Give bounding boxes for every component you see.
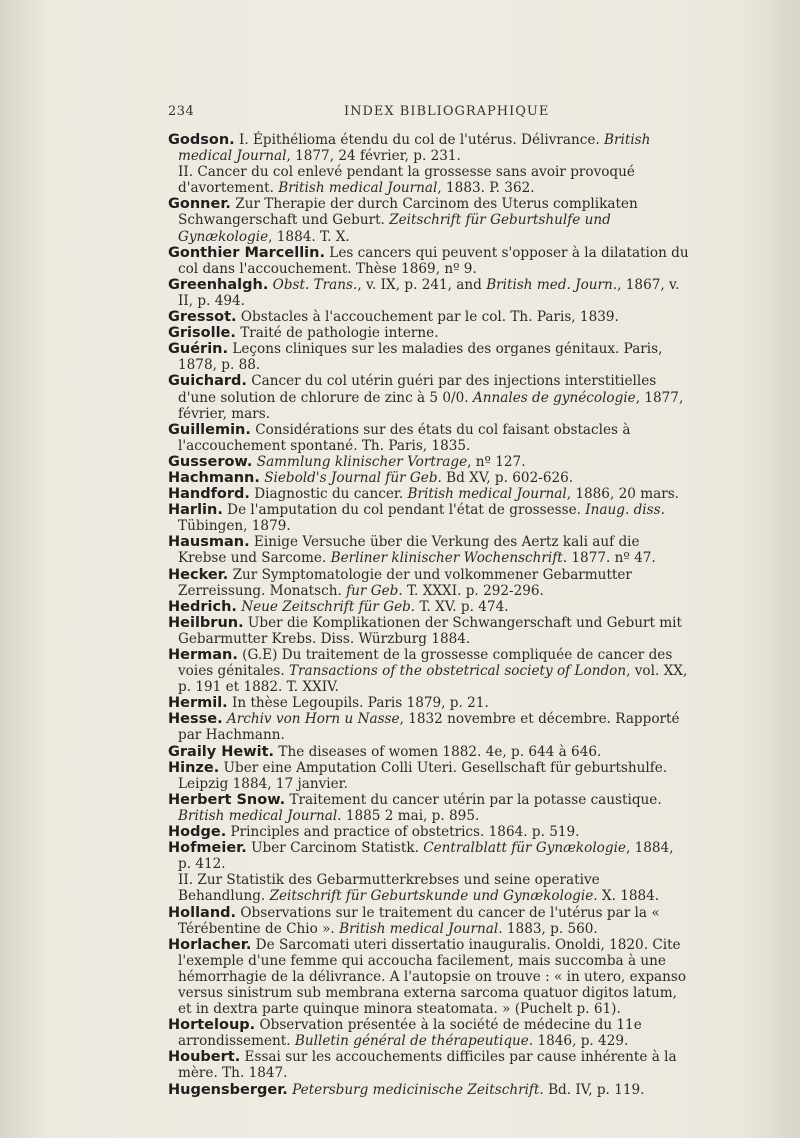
author-name: Hinze. [168,759,220,776]
publication-title: Neue Zeitschrift für Geb. [241,598,416,615]
publication-title: British med. Journ. [486,276,618,293]
entry-text: . X. 1884. [593,888,660,905]
publication-title: British medical Journal [178,132,651,165]
author-name: Gressot. [168,309,237,326]
bibliography-entry [168,615,690,647]
bibliography-entry [168,647,690,695]
entry-text: The diseases of women 1882. 4e, p. 644 à 646. [274,743,602,760]
publication-title: British medical Journal [178,807,338,824]
entry-text: De Sarcomati uteri dissertatio inauguralis. Onoldi, 1820. Cite l'exemple d'une femme qui accoucha facilement, mais succomba à une hémorrhagie de la délivrance. A l'autopsie on trouve : « in utero, expanso versus sinistrum sub membrana externa sarcoma quatuor digitos latum, et in dextra parte quinque minora steatomata. » (Puchelt p. 61). [178,936,687,1018]
publication-title: Zeitschrift für Geburtshulfe und Gynækologie [178,212,611,245]
author-name: Guillemin. [168,421,251,438]
author-name: Gusserow. [168,453,253,470]
author-name: Hausman. [168,534,250,551]
entry-text: Zur Therapie der durch Carcinom des Uterus complikaten Schwangerschaft und Geburt. [178,196,638,229]
bibliography-entry [168,132,690,164]
author-name: Hachmann. [168,469,260,486]
entry-text: Principles and practice of obstetrics. 1864. p. 519. [226,824,580,841]
entry-text: Uber die Komplikationen der Schwangerschaft und Geburt mit Gebarmutter Krebs. Diss. Würzburg 1884. [178,614,682,647]
bibliography-entry [168,277,690,309]
author-name: Hermil. [168,695,228,712]
entry-text: Uber eine Amputation Colli Uteri. Gesellschaft für geburtshulfe. Leipzig 1884, 17 janvier. [178,759,668,792]
author-name: Greenhalgh. [168,276,269,293]
bibliography-entry [168,486,690,502]
bibliography-entry [168,309,690,325]
entry-text: Observation présentée à la société de médecine du 11e arrondissement. [178,1017,642,1050]
bibliography-entry [168,792,690,824]
entry-text: . Bd. IV, p. 119. [539,1081,645,1098]
author-name: Guichard. [168,373,247,390]
author-name: Horlacher. [168,936,252,953]
entry-text: , 1877, février, mars. [178,389,684,422]
bibliography-entry [168,695,690,711]
entry-text: Considérations sur des états du col faisant obstacles à l'accouchement spontané. Th. Paris, 1835. [178,421,631,454]
entry-text: , 1883. P. 362. [437,180,535,197]
publication-title: Petersburg medicinische Zeitschrift [292,1081,540,1098]
author-name: Hofmeier. [168,840,247,857]
entry-text: Traitement du cancer utérin par la potasse caustique. [285,791,662,808]
bibliography-entry [168,872,690,904]
entry-text: , 1832 novembre et décembre. Rapporté par Hachmann. [178,711,680,744]
author-name: Holland. [168,904,237,921]
author-name: Houbert. [168,1049,241,1066]
bibliography-list [168,132,690,1098]
entry-text: Uber Carcinom Statistk. [246,840,424,857]
author-name: Harlin. [168,502,223,519]
bibliography-entry [168,599,690,615]
bibliography-entry [168,341,690,373]
author-name: Hedrich. [168,598,237,615]
entry-text: In thèse Legoupils. Paris 1879, p. 21. [227,695,489,712]
bibliography-entry [168,373,690,421]
entry-text: Les cancers qui peuvent s'opposer à la dilatation du col dans l'accouchement. Thèse 1869, nº 9. [178,244,689,277]
publication-title: British medical Journal [339,920,499,937]
entry-text: , vol. XX, p. 191 et 1882. T. XXIV. [178,663,688,696]
bibliography-entry [168,905,690,937]
publication-title: Siebold's Journal für Geb. [264,469,442,486]
bibliography-entry [168,937,690,1017]
entry-text: Observations sur le traitement du cancer de l'utérus par la « Térébentine de Chio ». [178,904,660,937]
entry-text: T. XV. p. 474. [415,598,509,615]
bibliography-entry [168,1082,690,1098]
bibliography-entry [168,422,690,454]
entry-text: Obstacles à l'accouchement par le col. Th. Paris, 1839. [236,309,619,326]
bibliography-entry [168,567,690,599]
entry-text: Diagnostic du cancer. [249,486,408,503]
publication-title: Centralblatt für Gynækologie [423,840,626,857]
bibliography-entry [168,760,690,792]
entry-text: Essai sur les accouchements difficiles par cause inhérente à la mère. Th. 1847. [178,1049,677,1082]
publication-title: British medical Journal [407,486,567,503]
bibliography-entry [168,1017,690,1049]
entry-text: Traité de pathologie interne. [235,325,439,342]
running-title: INDEX BIBLIOGRAPHIQUE [344,104,550,119]
bibliography-entry [168,711,690,743]
author-name: Hodge. [168,824,227,841]
author-name: Handford. [168,486,250,503]
entry-text: T. XXXI. p. 292-296. [402,582,544,599]
bibliography-entry [168,454,690,470]
author-name: Hesse. [168,711,223,728]
publication-title: Bulletin général de thérapeutique [294,1033,529,1050]
entry-text: . 1846, p. 429. [528,1033,629,1050]
entry-text: II. Cancer du col enlevé pendant la grossesse sans avoir provoqué d'avortement. [178,164,635,197]
bibliography-entry [168,744,690,760]
bibliography-entry [168,1049,690,1081]
publication-title: Zeitschrift für Geburtskunde und Gynækologie [269,888,594,905]
entry-text: Tübingen, 1879. [178,518,291,535]
entry-text: , 1877, 24 février, p. 231. [286,148,461,165]
entry-text: Cancer du col utérin guéri par des injections interstitielles d'une solution de chlorure de zinc à 5 0/0. [178,373,657,406]
entry-text: De l'amputation du col pendant l'état de grossesse. [222,502,586,519]
entry-text: , nº 127. [467,453,526,470]
bibliography-entry [168,196,690,244]
publication-title: Sammlung klinischer Vortrage [256,453,468,470]
entry-text: Leçons cliniques sur les maladies des organes génitaux. Paris, 1878, p. 88. [178,341,663,374]
entry-text: II. Zur Statistik des Gebarmutterkrebses und seine operative Behandlung. [178,872,600,905]
author-name: Hugensberger. [168,1081,288,1098]
entry-text: . 1877. nº 47. [562,550,656,567]
bibliography-entry [168,534,690,566]
author-name: Herbert Snow. [168,791,286,808]
entry-text: , 1867, v. II, p. 494. [178,276,680,309]
page-header [168,104,688,122]
author-name: Gonthier Marcellin. [168,244,325,261]
author-name: Heilbrun. [168,614,244,631]
publication-title: Inaug. diss. [585,502,665,519]
entry-text: , 1884. T. X. [268,228,350,245]
entry-text: Einige Versuche über die Verkung des Aertz kali auf die Krebse und Sarcome. [178,534,640,567]
entry-text: , 1884, p. 412. [178,840,674,873]
author-name: Grisolle. [168,325,236,342]
bibliography-entry [168,164,690,196]
bibliography-entry [168,840,690,872]
author-name: Godson. [168,132,235,148]
entry-text: . 1883, p. 560. [498,920,598,937]
publication-title: fur Geb. [346,582,403,599]
entry-text: I. Épithélioma étendu du col de l'utérus. Délivrance. [234,132,605,148]
publication-title: Obst. Trans. [272,276,358,293]
bibliography-entry [168,502,690,534]
publication-title: Annales de gynécologie [472,389,636,406]
bibliography-entry [168,824,690,840]
entry-text: , 1886, 20 mars. [566,486,679,503]
author-name: Hecker. [168,566,229,583]
publication-title: Transactions of the obstetrical society of London [288,663,627,680]
page-number: 234 [168,104,195,119]
bibliography-entry [168,245,690,277]
publication-title: Archiv von Horn u Nasse [226,711,400,728]
bibliography-entry [168,470,690,486]
author-name: Herman. [168,647,238,663]
author-name: Guérin. [168,341,229,358]
publication-title: British medical Journal [278,180,438,197]
author-name: Horteloup. [168,1017,256,1034]
author-name: Graily Hewit. [168,743,275,760]
entry-text: , v. IX, p. 241, and [357,276,487,293]
entry-text: . 1885 2 mai, p. 895. [337,807,480,824]
author-name: Gonner. [168,196,231,213]
entry-text: Bd XV, p. 602-626. [441,469,574,486]
publication-title: Berliner klinischer Wochenschrift [330,550,563,567]
entry-text: Zur Symptomatologie der und volkommener Gebarmutter Zerreissung. Monatsch. [178,566,632,599]
entry-text: (G.E) Du traitement de la grossesse compliquée de cancer des voies génitales. [178,647,673,680]
bibliography-entry [168,325,690,341]
